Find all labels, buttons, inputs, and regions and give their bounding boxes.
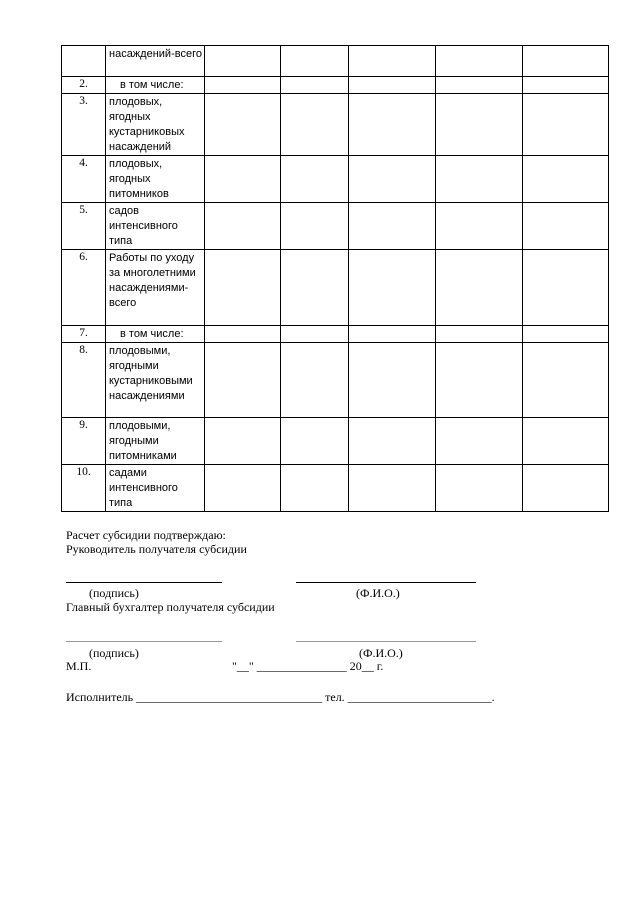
data-cell	[523, 418, 609, 465]
data-cell	[436, 46, 523, 77]
data-cell	[281, 94, 349, 156]
data-cell	[205, 156, 281, 203]
row-number: 6.	[62, 250, 106, 326]
row-number: 8.	[62, 343, 106, 418]
data-cell	[523, 326, 609, 343]
data-cell	[349, 465, 436, 512]
data-cell	[349, 156, 436, 203]
row-name: насаждений-всего	[106, 46, 205, 77]
data-cell	[436, 250, 523, 326]
row-number: 9.	[62, 418, 106, 465]
table-row	[62, 418, 609, 465]
data-cell	[205, 326, 281, 343]
accountant-signature-caption: (подпись)	[89, 646, 139, 660]
data-cell	[281, 343, 349, 418]
row-name: в том числе:	[106, 77, 205, 94]
data-cell	[523, 203, 609, 250]
data-cell	[205, 343, 281, 418]
data-cell	[436, 94, 523, 156]
table-row	[62, 326, 609, 343]
table-row	[62, 250, 609, 326]
data-cell	[436, 418, 523, 465]
data-cell	[205, 203, 281, 250]
data-cell	[349, 326, 436, 343]
data-cell	[436, 156, 523, 203]
row-name: плодовыми, ягодными питомниками	[106, 418, 205, 465]
row-number: 3.	[62, 94, 106, 156]
subsidy-table	[61, 45, 609, 512]
row-number	[62, 46, 106, 77]
data-cell	[281, 418, 349, 465]
table-row	[62, 94, 609, 156]
data-cell	[523, 156, 609, 203]
data-cell	[205, 418, 281, 465]
data-cell	[281, 465, 349, 512]
data-cell	[523, 77, 609, 94]
table-row	[62, 203, 609, 250]
head-signature-line	[66, 582, 222, 583]
data-cell	[436, 203, 523, 250]
head-label: Руководитель получателя субсидии	[66, 542, 247, 556]
row-name: плодовых, ягодных кустарниковых насаждений	[106, 94, 205, 156]
data-cell	[205, 94, 281, 156]
data-cell	[281, 156, 349, 203]
data-cell	[436, 343, 523, 418]
accountant-signature-line	[66, 641, 222, 642]
date-field: "__" _______________ 20__ г.	[232, 659, 384, 673]
data-cell	[281, 203, 349, 250]
row-number: 7.	[62, 326, 106, 343]
table-row	[62, 343, 609, 418]
row-number: 4.	[62, 156, 106, 203]
data-cell	[205, 77, 281, 94]
table-row	[62, 46, 609, 77]
head-signature-caption: (подпись)	[89, 586, 139, 600]
row-name: садов интенсивного типа	[106, 203, 205, 250]
data-cell	[349, 343, 436, 418]
data-cell	[349, 46, 436, 77]
data-cell	[436, 326, 523, 343]
table-row	[62, 77, 609, 94]
accountant-fio-caption: (Ф.И.О.)	[359, 646, 403, 660]
data-cell	[205, 46, 281, 77]
data-cell	[523, 46, 609, 77]
data-cell	[349, 250, 436, 326]
accountant-label: Главный бухгалтер получателя субсидии	[66, 600, 275, 614]
data-cell	[523, 465, 609, 512]
data-cell	[205, 250, 281, 326]
data-cell	[523, 94, 609, 156]
data-cell	[205, 465, 281, 512]
row-name: плодовых, ягодных питомников	[106, 156, 205, 203]
row-name: в том числе:	[106, 326, 205, 343]
row-name: садами интенсивного типа	[106, 465, 205, 512]
accountant-fio-line	[296, 641, 476, 642]
row-number: 10.	[62, 465, 106, 512]
row-name: Работы по уходу за многолетними насаждениями-всего	[106, 250, 205, 326]
confirm-text: Расчет субсидии подтверждаю:	[66, 528, 226, 542]
data-cell	[523, 343, 609, 418]
data-cell	[281, 326, 349, 343]
row-number: 2.	[62, 77, 106, 94]
executor-line: Исполнитель _______________________________ тел. ________________________.	[66, 690, 495, 704]
data-cell	[523, 250, 609, 326]
data-cell	[349, 94, 436, 156]
row-name: плодовыми, ягодными кустарниковыми насаждениями	[106, 343, 205, 418]
table-row	[62, 465, 609, 512]
table-row	[62, 156, 609, 203]
data-cell	[349, 418, 436, 465]
data-cell	[349, 77, 436, 94]
head-fio-caption: (Ф.И.О.)	[356, 586, 400, 600]
data-cell	[436, 465, 523, 512]
stamp-label: М.П.	[66, 659, 92, 673]
data-cell	[281, 250, 349, 326]
head-fio-line	[296, 582, 476, 583]
data-cell	[349, 203, 436, 250]
data-cell	[281, 77, 349, 94]
data-cell	[436, 77, 523, 94]
row-number: 5.	[62, 203, 106, 250]
data-cell	[281, 46, 349, 77]
